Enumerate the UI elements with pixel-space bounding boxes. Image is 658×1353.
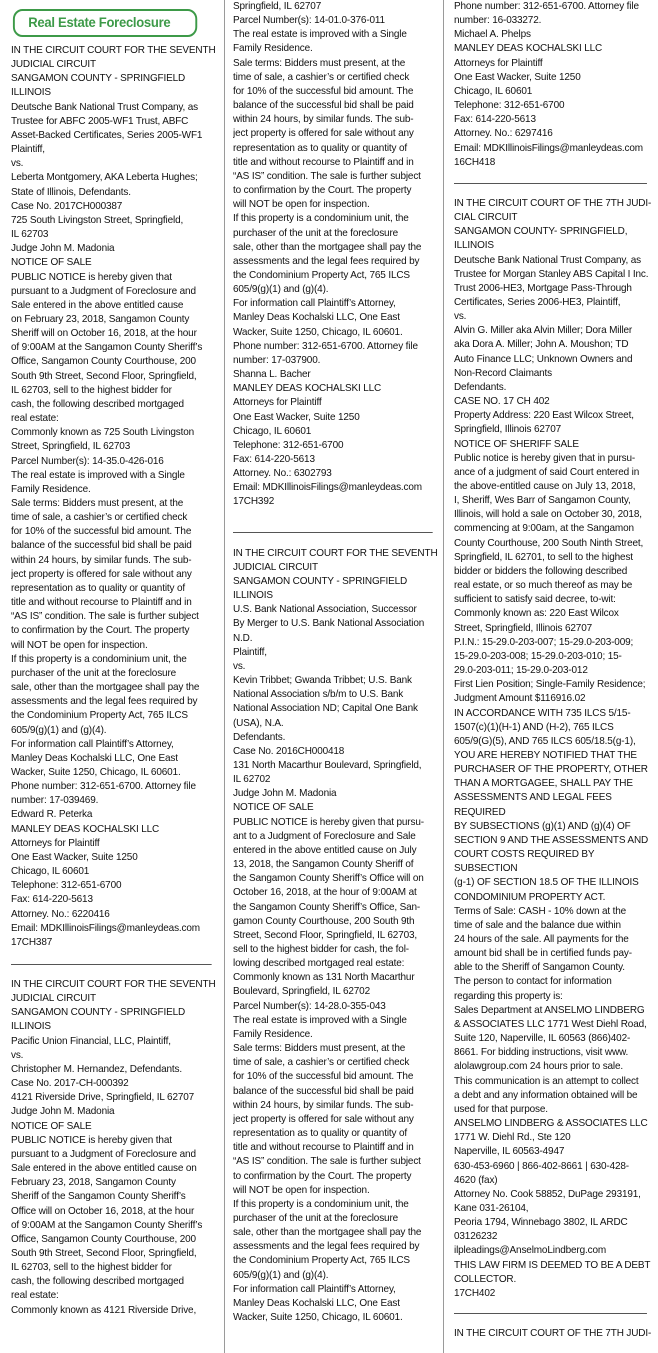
legal-notice: [11, 978, 220, 1318]
notice-line: Attorney. No.: 6297416: [454, 128, 553, 140]
notice-line: lowing described mortgaged real estate:: [233, 958, 405, 970]
notice-line: Chicago, IL 60601: [11, 866, 90, 878]
notice-line: “AS IS” condition. The sale is further subject: [233, 1156, 421, 1168]
notice-line: Plaintiff,: [11, 144, 45, 156]
notice-line: cash, the following described mortgaged: [11, 398, 184, 410]
notice-line: October 16, 2018, at the hour of 9:00AM at: [233, 887, 417, 899]
notice-line: NOTICE OF SALE: [233, 802, 314, 814]
notice-line: NOTICE OF SHERIFF SALE: [454, 438, 579, 450]
notice-line: pursuant to a Judgment of Foreclosure and: [11, 1148, 196, 1160]
notice-line: ILLINOIS: [11, 1021, 51, 1033]
notice-line: “AS IS” condition. The sale is further subject: [11, 611, 199, 623]
notice-line: ASSESSMENTS AND LEGAL FEES REQUIRED: [454, 792, 612, 818]
notice-line: Sale terms: Bidders must present, at the: [233, 57, 406, 69]
notice-line: sale, other than the mortgagee shall pay the: [11, 682, 200, 694]
notice-line: ANSELMO LINDBERG & ASSOCIATES LLC: [454, 1118, 648, 1130]
notice-line: Michael A. Phelps: [454, 29, 531, 41]
notice-line: sell to the highest bidder for cash, the fol-: [233, 944, 409, 955]
notice-line: PURCHASER OF THE PROPERTY, OTHER: [454, 764, 648, 776]
notice-line: Commonly known as: 220 East Wilcox: [454, 608, 619, 620]
notice-line: representation as to quality or quantity of: [11, 582, 186, 594]
notice-line: a debt and any information obtained will be: [454, 1089, 638, 1101]
notice-line: The real estate is improved with a Single: [233, 29, 407, 41]
notice-line: used for that purpose.: [454, 1103, 548, 1115]
notice-line: By Merger to U.S. Bank National Association: [233, 618, 425, 630]
notice-line: of 9:00AM at the Sangamon County Sheriff’s: [11, 342, 203, 354]
notice-line: County Courthouse, 200 South Ninth Street,: [454, 537, 644, 549]
section-title: Real Estate Foreclosure: [28, 14, 171, 30]
notice-line: regarding this property is:: [454, 990, 563, 1002]
notice-line: ance of a judgment of said Court entered in: [454, 466, 640, 478]
notice-line: Sale entered in the above entitled cause: [11, 299, 184, 311]
notice-line: Attorney No. Cook 58852, DuPage 293191,: [454, 1188, 641, 1200]
notice-line: Deutsche Bank National Trust Company, as: [11, 101, 199, 113]
notice-line: Suite 120, Naperville, IL 60563 (866)402-: [454, 1033, 631, 1045]
notice-line: ILLINOIS: [454, 240, 494, 252]
notice-line: P.I.N.: 15-29.0-203-007; 15-29.0-203-009;: [454, 636, 634, 648]
notice-line: Family Residence.: [11, 483, 91, 495]
notice-line: Peoria 1794, Winnebago 3802, IL ARDC: [454, 1217, 628, 1229]
notice-line: ILLINOIS: [11, 87, 51, 99]
notice-line: Street, Second Floor, Springfield, IL 62703,: [233, 929, 418, 941]
notice-line: vs.: [454, 311, 467, 323]
notice-line: Kevin Tribbet; Gwanda Tribbet; U.S. Bank: [233, 675, 412, 687]
notice-line: (USA), N.A.: [233, 717, 284, 729]
legal-notice: [11, 44, 220, 950]
notice-line: Defendants.: [233, 731, 286, 743]
legal-notice: [233, 0, 441, 510]
notice-line: Pacific Union Financial, LLC, Plaintiff,: [11, 1035, 171, 1047]
notice-line: South 9th Street, Second Floor, Springfield,: [11, 1247, 197, 1259]
notice-line: IL 62703, sell to the highest bidder for: [11, 384, 172, 396]
notice-line: ilpleadings@AnselmoLindberg.com: [454, 1245, 607, 1257]
legal-notice: [454, 0, 655, 170]
notice-line: balance of the successful bid shall be paid: [233, 100, 414, 112]
notice-line: ant to a Judgment of Foreclosure and Sale: [233, 830, 416, 842]
notice-line: Family Residence.: [233, 43, 313, 55]
notice-line: The person to contact for information: [454, 976, 612, 988]
notice-line: representation as to quality or quantity of: [233, 1128, 408, 1140]
notice-line: aka Dora A. Miller; John A. Moushon; TD: [454, 339, 629, 351]
notice-line: SANGAMON COUNTY - SPRINGFIELD: [11, 73, 186, 85]
notice-line: U.S. Bank National Association, Successor: [233, 604, 417, 616]
column-2: [233, 0, 441, 1353]
notice-line: Springfield, IL 62701, to sell to the highest: [454, 551, 633, 563]
notice-line: Deutsche Bank National Trust Company, as: [454, 254, 642, 266]
notice-line: Attorney. No.: 6220416: [11, 908, 110, 920]
notice-line: THAN A MORTGAGEE, SHALL PAY THE: [454, 778, 633, 790]
notice-line: JUDICIAL CIRCUIT: [233, 561, 318, 573]
notice-line: commencing at 9:00am, at the Sangamon: [454, 523, 634, 535]
notice-line: If this property is a condominium unit, the: [233, 213, 409, 225]
notice-line: Parcel Number(s): 14-01.0-376-011: [233, 15, 385, 27]
notice-line: will NOT be open for inspection.: [233, 199, 370, 211]
notice-line: CONDOMINIUM PROPERTY ACT.: [454, 891, 606, 903]
notice-line: Terms of Sale: CASH - 10% down at the: [454, 905, 627, 917]
notice-line: Telephone: 312-651-6700: [454, 100, 565, 112]
notice-line: NOTICE OF SALE: [11, 1120, 92, 1132]
notice-line: Trustee for ABFC 2005-WF1 Trust, ABFC: [11, 115, 189, 127]
notice-line: to confirmation by the Court. The property: [233, 185, 412, 197]
notice-line: Alvin G. Miller aka Alvin Miller; Dora Miller: [454, 325, 633, 337]
notice-line: 605/9(G)(5), AND 765 ILCS 605/18.5(g-1),: [454, 735, 636, 747]
notice-line: within 24 hours, by similar funds. The sub-: [233, 114, 414, 126]
notice-line: Auto Finance LLC; Unknown Owners and: [454, 353, 633, 365]
notice-line: Parcel Number(s): 14-35.0-426-016: [11, 455, 164, 467]
column-divider: [443, 0, 444, 1353]
notice-line: Judgment Amount $116916.02: [454, 693, 586, 705]
notice-line: Public notice is hereby given that in pursu-: [454, 452, 636, 464]
legal-notice: [233, 547, 441, 1326]
notice-line: Street, Springfield, IL 62703: [11, 441, 131, 453]
notice-line: Fax: 614-220-5613: [454, 114, 536, 126]
notice-line: Manley Deas Kochalski LLC, One East: [11, 752, 178, 764]
notice-line: One East Wacker, Suite 1250: [11, 851, 138, 863]
notice-line: will NOT be open for inspection.: [11, 639, 148, 651]
notice-line: 8661. For bidding instructions, visit www.: [454, 1047, 629, 1059]
notice-line: First Lien Position; Single-Family Residence;: [454, 679, 646, 691]
column-3: [454, 0, 655, 1353]
notice-line: title and without recourse to Plaintiff and in: [11, 597, 192, 609]
notice-line: vs.: [11, 158, 24, 170]
notice-line: State of Illinois, Defendants.: [11, 186, 131, 198]
notice-line: Trustee for Morgan Stanley ABS Capital I Inc.: [454, 268, 649, 280]
notice-line: Email: MDKIllinoisFilings@manleydeas.com: [233, 482, 422, 494]
notice-line: Commonly known as 725 South Livingston: [11, 427, 195, 439]
notice-line: (g-1) OF SECTION 18.5 OF THE ILLINOIS: [454, 877, 639, 889]
notice-separator: [454, 183, 647, 184]
notice-line: Sales Department at ANSELMO LINDBERG: [454, 1004, 645, 1016]
notice-line: February 23, 2018, Sangamon County: [11, 1177, 176, 1189]
notice-line: CIAL CIRCUIT: [454, 212, 518, 224]
notice-line: IN ACCORDANCE WITH 735 ILCS 5/15-: [454, 707, 631, 719]
notice-line: 605/9(g)(1) and (g)(4).: [233, 284, 329, 296]
notice-line: title and without recourse to Plaintiff and in: [233, 1142, 414, 1154]
notice-line: Judge John M. Madonia: [233, 788, 337, 800]
notice-line: Office, Sangamon County Courthouse, 200: [11, 356, 196, 368]
notice-line: Commonly known as 4121 Riverside Drive,: [11, 1304, 197, 1316]
notice-line: cash, the following described mortgaged: [11, 1276, 184, 1288]
notice-line: THIS LAW FIRM IS DEEMED TO BE A DEBT: [454, 1259, 651, 1271]
notice-line: amount bid shall be in certified funds pay-: [454, 948, 632, 960]
notice-line: Shanna L. Bacher: [233, 369, 311, 381]
notice-line: This communication is an attempt to collect: [454, 1075, 639, 1087]
notice-line: vs.: [233, 660, 246, 672]
notice-line: 630-453-6960 | 866-402-8661 | 630-428-: [454, 1160, 629, 1172]
notice-line: Chicago, IL 60601: [454, 85, 533, 97]
notice-line: Manley Deas Kochalski LLC, One East: [233, 1297, 400, 1309]
notice-line: Judge John M. Madonia: [11, 1106, 115, 1118]
notice-line: 17CH387: [11, 936, 53, 948]
notice-line: Illinois, will hold a sale on October 30, 2018,: [454, 509, 642, 521]
notice-line: Attorneys for Plaintiff: [454, 57, 543, 69]
notice-line: Christopher M. Hernandez, Defendants.: [11, 1063, 182, 1075]
notice-line: Judge John M. Madonia: [11, 243, 115, 255]
notice-line: 131 North Macarthur Boulevard, Springfield,: [233, 759, 422, 771]
notice-line: ject property is offered for sale without any: [233, 1113, 414, 1125]
notice-line: BY SUBSECTIONS (g)(1) AND (g)(4) OF: [454, 820, 631, 832]
notice-line: Plaintiff,: [233, 646, 267, 658]
notice-line: IL 62703, sell to the highest bidder for: [11, 1262, 172, 1274]
notice-line: able to the Sheriff of Sangamon County.: [454, 962, 625, 974]
notice-line: Kane 031-26104,: [454, 1202, 529, 1214]
notice-line: IN THE CIRCUIT COURT FOR THE SEVENTH: [11, 45, 216, 56]
section-header: [13, 9, 197, 37]
notice-line: Street, Springfield, Illinois 62707: [454, 622, 593, 634]
notice-line: time of sale, a cashier’s or certified check: [233, 71, 410, 83]
notice-line: 16CH418: [454, 156, 496, 168]
notice-line: number: 17-037900.: [233, 354, 321, 366]
notice-line: assessments and the legal fees required by: [11, 696, 198, 708]
notice-line: PUBLIC NOTICE is hereby given that: [11, 271, 172, 283]
notice-line: Wacker, Suite 1250, Chicago, IL 60601.: [233, 1312, 403, 1324]
notice-line: I, Sheriff, Wes Barr of Sangamon County,: [454, 495, 631, 507]
notice-line: 725 South Livingston Street, Springfield,: [11, 214, 184, 226]
notice-line: Commonly known as 131 North Macarthur: [233, 972, 415, 984]
column-1: [11, 0, 220, 1353]
notice-line: Fax: 614-220-5613: [233, 454, 315, 465]
notice-line: within 24 hours, by similar funds. The sub-: [11, 554, 192, 566]
notice-line: Sheriff will on October 16, 2018, at the hour: [11, 328, 197, 340]
notice-line: the above-entitled cause on July 13, 2018,: [454, 481, 636, 492]
notice-line: Defendants.: [454, 381, 507, 393]
notice-line: the Condominium Property Act, 765 ILCS: [233, 1255, 410, 1267]
notice-line: Email: MDKIllinoisFilings@manleydeas.com: [454, 142, 643, 154]
notice-line: the Condominium Property Act, 765 ILCS: [233, 269, 410, 281]
notice-line: bidder or bidders the following described: [454, 565, 628, 577]
notice-line: time of sale and the balance due within: [454, 919, 621, 931]
notice-line: representation as to quality or quantity of: [233, 142, 408, 154]
notice-line: real estate:: [11, 1290, 59, 1302]
notice-line: IN THE CIRCUIT COURT FOR THE SEVENTH: [11, 979, 216, 990]
notice-line: Case No. 2016CH000418: [233, 745, 345, 757]
notice-separator: [11, 964, 212, 965]
legal-notice: [454, 197, 655, 1301]
notice-line: “AS IS” condition. The sale is further subject: [233, 170, 421, 182]
legal-notice: [454, 1327, 655, 1341]
notice-line: MANLEY DEAS KOCHALSKI LLC: [233, 383, 382, 395]
notice-line: Property Address: 220 East Wilcox Street,: [454, 410, 634, 422]
notice-line: Case No. 2017-CH-000392: [11, 1078, 129, 1090]
notice-line: CASE NO. 17 CH 402: [454, 396, 550, 408]
notice-line: JUDICIAL CIRCUIT: [11, 993, 96, 1005]
notice-line: of 9:00AM at the Sangamon County Sheriff’s: [11, 1219, 203, 1231]
notice-line: for 10% of the successful bid amount. The: [233, 1071, 414, 1083]
notice-line: NOTICE OF SALE: [11, 257, 92, 269]
notice-line: 1771 W. Diehl Rd., Ste 120: [454, 1132, 571, 1144]
notice-line: the Sangamon County Sheriff’s Office will on: [233, 873, 424, 885]
notice-line: 4620 (fax): [454, 1174, 498, 1186]
notice-line: & ASSOCIATES LLC 1771 West Diehl Road,: [454, 1018, 647, 1030]
notice-line: Chicago, IL 60601: [233, 425, 312, 437]
notice-line: 15-29.0-203-008; 15-29.0-203-010; 15-: [454, 650, 622, 662]
notice-line: 17CH402: [454, 1287, 496, 1299]
notice-line: COLLECTOR.: [454, 1273, 517, 1285]
notice-line: Phone number: 312-651-6700. Attorney file: [233, 340, 418, 352]
notice-line: MANLEY DEAS KOCHALSKI LLC: [11, 823, 160, 835]
notice-line: for 10% of the successful bid amount. The: [11, 526, 192, 538]
notice-line: purchaser of the unit at the foreclosure: [233, 1212, 399, 1224]
notice-line: Case No. 2017CH000387: [11, 200, 123, 212]
notice-line: Sale terms: Bidders must present, at the: [11, 498, 184, 509]
notice-line: assessments and the legal fees required by: [233, 255, 420, 267]
notice-line: IL 62703: [11, 229, 49, 241]
notice-line: IL 62702: [233, 774, 271, 786]
notice-line: 03126232: [454, 1231, 498, 1243]
notice-line: to confirmation by the Court. The property: [11, 625, 190, 637]
notice-line: The real estate is improved with a Single: [233, 1014, 407, 1026]
notice-line: 605/9(g)(1) and (g)(4).: [233, 1269, 329, 1281]
notice-line: For information call Plaintiff’s Attorney,: [233, 298, 396, 310]
notice-line: balance of the successful bid shall be paid: [11, 540, 192, 552]
notice-line: to confirmation by the Court. The property: [233, 1170, 412, 1182]
notice-line: IN THE CIRCUIT COURT OF THE 7TH JUDI-: [454, 197, 652, 209]
notice-line: Sale entered in the above entitled cause on: [11, 1163, 197, 1175]
notice-line: Family Residence.: [233, 1028, 313, 1040]
notice-line: real estate, or so much thereof as may be: [454, 580, 633, 592]
notice-line: entered in the above entitled cause on July: [233, 844, 417, 856]
notice-line: Wacker, Suite 1250, Chicago, IL 60601.: [11, 766, 181, 778]
notice-line: Trust 2006-HE3, Mortgage Pass-Through: [454, 282, 632, 294]
notice-line: Office, Sangamon County Courthouse, 200: [11, 1233, 196, 1245]
notice-line: Attorneys for Plaintiff: [11, 837, 100, 849]
notice-line: Certificates, Series 2006-HE3, Plaintiff,: [454, 296, 621, 308]
notice-line: gamon County Courthouse, 200 South 9th: [233, 915, 415, 927]
notice-line: COURT COSTS REQUIRED BY SUBSECTION: [454, 849, 595, 875]
notice-line: Phone number: 312-651-6700. Attorney file: [454, 1, 639, 12]
notice-line: real estate:: [11, 413, 59, 425]
notice-line: YOU ARE HEREBY NOTIFIED THAT THE: [454, 749, 637, 761]
notice-line: N.D.: [233, 632, 253, 644]
notice-line: assessments and the legal fees required by: [233, 1241, 420, 1253]
notice-line: 24 hours of the sale. All payments for the: [454, 934, 629, 945]
notice-line: One East Wacker, Suite 1250: [233, 411, 360, 423]
notice-line: 29.0-203-011; 15-29.0-203-012: [454, 665, 588, 677]
notice-line: Boulevard, Springfield, IL 62702: [233, 986, 370, 998]
notice-line: purchaser of the unit at the foreclosure: [11, 667, 177, 679]
notice-line: title and without recourse to Plaintiff and in: [233, 156, 414, 168]
notice-line: MANLEY DEAS KOCHALSKI LLC: [454, 43, 603, 55]
notice-line: Asset-Backed Certificates, Series 2005-WF1: [11, 129, 203, 141]
notice-separator: [454, 1313, 647, 1314]
notice-line: ILLINOIS: [233, 590, 273, 602]
notice-line: JUDICIAL CIRCUIT: [11, 59, 96, 71]
notice-line: Fax: 614-220-5613: [11, 894, 93, 906]
notice-line: SANGAMON COUNTY - SPRINGFIELD: [233, 575, 408, 587]
notice-line: Telephone: 312-651-6700: [11, 880, 122, 892]
notice-line: sufficient to satisfy said decree, to-wit:: [454, 594, 616, 606]
notice-line: Attorneys for Plaintiff: [233, 397, 322, 409]
notice-line: SECTION 9 AND THE ASSESSMENTS AND: [454, 834, 649, 846]
notice-line: National Association ND; Capital One Bank: [233, 703, 418, 715]
column-divider: [224, 0, 225, 1353]
notice-line: SANGAMON COUNTY - SPRINGFIELD: [11, 1007, 186, 1019]
notice-line: within 24 hours, by similar funds. The sub-: [233, 1099, 414, 1111]
notice-line: the Sangamon County Sheriff’s Office, San-: [233, 901, 421, 913]
notice-line: If this property is a condominium unit, the: [233, 1198, 409, 1210]
notice-line: IN THE CIRCUIT COURT OF THE 7TH JUDI-: [454, 1328, 652, 1340]
notice-line: 1507(c)(1)(H-1) AND (H-2), 765 ILCS: [454, 721, 614, 733]
notice-line: 17CH392: [233, 496, 275, 508]
notice-line: Sheriff of the Sangamon County Sheriff’s: [11, 1191, 186, 1203]
notice-line: South 9th Street, Second Floor, Springfield,: [11, 370, 197, 382]
notice-line: PUBLIC NOTICE is hereby given that: [11, 1134, 172, 1146]
notice-line: Telephone: 312-651-6700: [233, 439, 344, 451]
notice-line: Sale terms: Bidders must present, at the: [233, 1043, 406, 1055]
notice-line: time of sale, a cashier’s or certified check: [11, 512, 188, 524]
notice-line: PUBLIC NOTICE is hereby given that pursu-: [233, 816, 424, 828]
notice-line: number: 16-033272.: [454, 15, 542, 27]
notice-line: For information call Plaintiff’s Attorney,: [233, 1283, 396, 1295]
notice-line: balance of the successful bid shall be paid: [233, 1085, 414, 1097]
notice-line: IN THE CIRCUIT COURT FOR THE SEVENTH: [233, 547, 438, 559]
notice-line: the Condominium Property Act, 765 ILCS: [11, 710, 188, 722]
notice-line: Office will on October 16, 2018, at the hour: [11, 1205, 195, 1217]
notice-line: 4121 Riverside Drive, Springfield, IL 62707: [11, 1092, 195, 1104]
notice-line: National Association s/b/m to U.S. Bank: [233, 689, 404, 701]
notice-line: will NOT be open for inspection.: [233, 1184, 370, 1196]
notice-line: ject property is offered for sale without any: [11, 568, 192, 580]
notice-line: Springfield, IL 62707: [233, 1, 322, 12]
notice-line: Non-Record Claimants: [454, 367, 553, 379]
notice-line: on February 23, 2018, Sangamon County: [11, 313, 190, 325]
notice-line: Wacker, Suite 1250, Chicago, IL 60601.: [233, 326, 403, 338]
notice-line: purchaser of the unit at the foreclosure: [233, 227, 399, 239]
notice-line: alolawgroup.com 24 hours prior to sale.: [454, 1061, 624, 1073]
notice-line: 605/9(g)(1) and (g)(4).: [11, 724, 107, 736]
notice-line: Leberta Montgomery, AKA Leberta Hughes;: [11, 172, 198, 184]
notice-line: Email: MDKIllinoisFilings@manleydeas.com: [11, 922, 200, 934]
notice-line: Attorney. No.: 6302793: [233, 468, 332, 480]
notice-line: time of sale, a cashier’s or certified check: [233, 1057, 410, 1069]
notice-line: Manley Deas Kochalski LLC, One East: [233, 312, 400, 324]
notice-line: sale, other than the mortgagee shall pay the: [233, 1227, 422, 1239]
notice-line: sale, other than the mortgagee shall pay the: [233, 241, 422, 253]
notice-line: Phone number: 312-651-6700. Attorney file: [11, 781, 196, 793]
notice-line: If this property is a condominium unit, the: [11, 653, 187, 665]
notice-line: Edward R. Peterka: [11, 809, 93, 821]
notice-line: for 10% of the successful bid amount. The: [233, 85, 414, 97]
notice-line: pursuant to a Judgment of Foreclosure and: [11, 285, 196, 297]
notice-line: Naperville, IL 60563-4947: [454, 1146, 565, 1158]
notice-separator: [233, 532, 433, 533]
notice-line: 13, 2018, the Sangamon County Sheriff of: [233, 859, 414, 871]
notice-line: For information call Plaintiff’s Attorney,: [11, 738, 174, 750]
notice-line: Parcel Number(s): 14-28.0-355-043: [233, 1000, 386, 1012]
notice-line: SANGAMON COUNTY- SPRINGFIELD,: [454, 226, 628, 238]
notice-line: The real estate is improved with a Single: [11, 469, 185, 481]
notice-line: One East Wacker, Suite 1250: [454, 71, 581, 83]
notice-line: ject property is offered for sale without any: [233, 128, 414, 140]
notice-line: number: 17-039469.: [11, 795, 99, 807]
notice-line: vs.: [11, 1049, 24, 1061]
notice-line: Springfield, Illinois 62707: [454, 424, 562, 436]
